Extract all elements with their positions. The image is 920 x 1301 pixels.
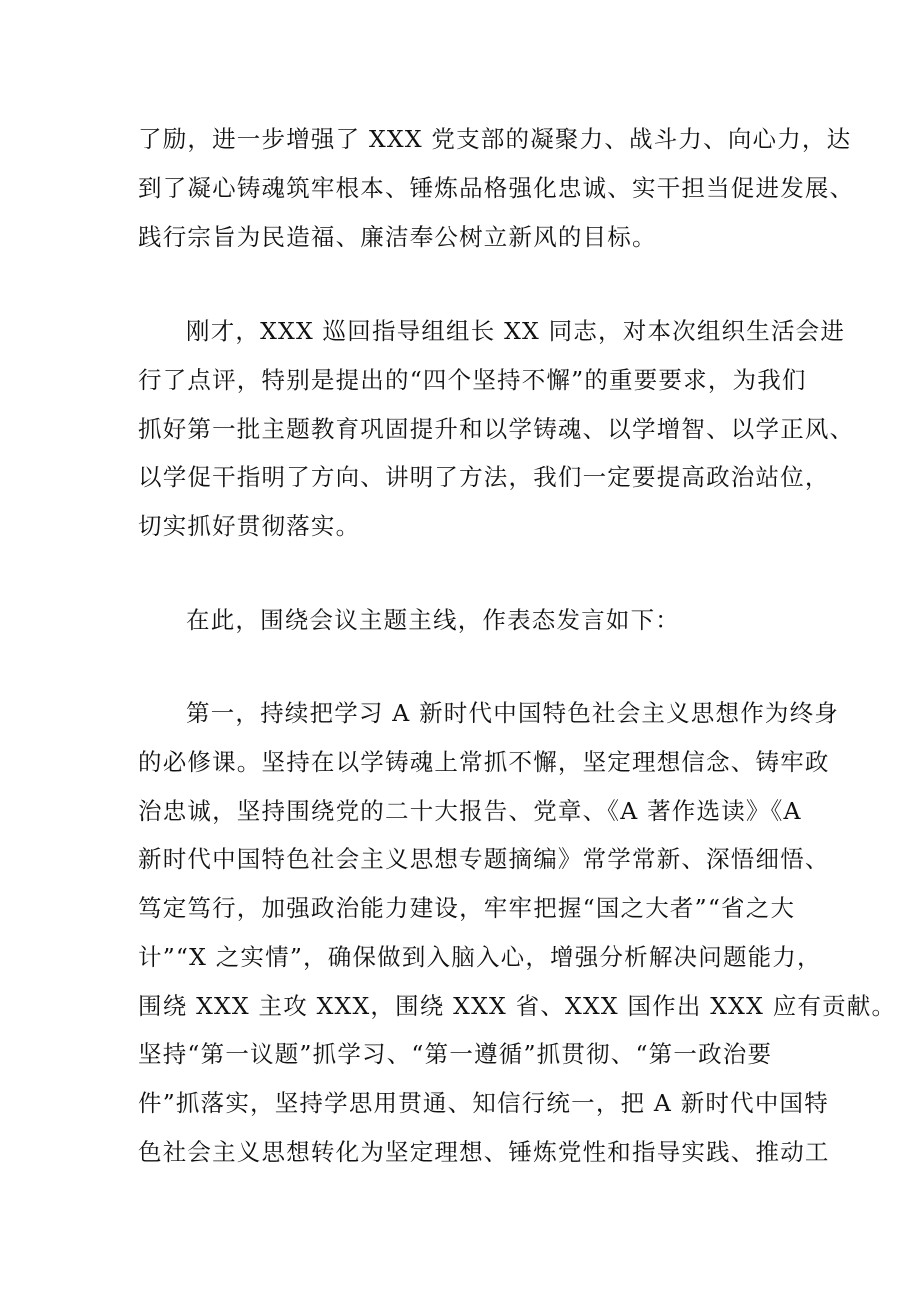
- text-line: 治忠诚，坚持围绕党的二十大报告、党章、《A 著作选读》《A: [138, 797, 802, 825]
- text-line: 刚才，XXX 巡回指导组组长 XX 同志，对本次组织生活会进: [186, 317, 846, 345]
- text-line: 笃定笃行，加强政治能力建设，牢牢把握“国之大者”“省之大: [138, 894, 796, 922]
- text-line: 抓好第一批主题教育巩固提升和以学铸魂、以学增智、以学正风、: [138, 415, 855, 443]
- text-line: 第一，持续把学习 A 新时代中国特色社会主义思想作为终身: [186, 699, 840, 727]
- text-line: 以学促干指明了方向、讲明了方法，我们一定要提高政治站位，: [138, 463, 830, 491]
- text-line: 切实抓好贯彻落实。: [138, 512, 361, 540]
- text-line: 在此，围绕会议主题主线，作表态发言如下：: [186, 606, 680, 634]
- text-line: 了励，进一步增强了 XXX 党支部的凝聚力、战斗力、向心力，达: [138, 125, 852, 153]
- text-line: 的必修课。坚持在以学铸魂上常抓不懈，坚定理想信念、铸牢政: [138, 748, 830, 776]
- text-line: 计”“X 之实情”，确保做到入脑入心，增强分析解决问题能力，: [138, 943, 822, 971]
- text-line: 色社会主义思想转化为坚定理想、锤炼党性和指导实践、推动工: [138, 1138, 830, 1166]
- text-line: 件”抓落实，坚持学思用贯通、知信行统一，把 A 新时代中国特: [138, 1089, 829, 1117]
- text-line: 围绕 XXX 主攻 XXX，围绕 XXX 省、XXX 国作出 XXX 应有贡献。: [138, 992, 897, 1020]
- text-line: 坚持“第一议题”抓学习、“第一遵循”抓贯彻、“第一政治要: [138, 1040, 773, 1068]
- text-line: 践行宗旨为民造福、廉洁奉公树立新风的目标。: [138, 223, 657, 251]
- text-line: 到了凝心铸魂筑牢根本、锤炼品格强化忠诚、实干担当促进发展、: [138, 174, 855, 202]
- text-line: 新时代中国特色社会主义思想专题摘编》常学常新、深悟细悟、: [138, 845, 830, 873]
- text-line: 行了点评，特别是提出的“四个坚持不懈”的重要要求，为我们: [138, 366, 807, 394]
